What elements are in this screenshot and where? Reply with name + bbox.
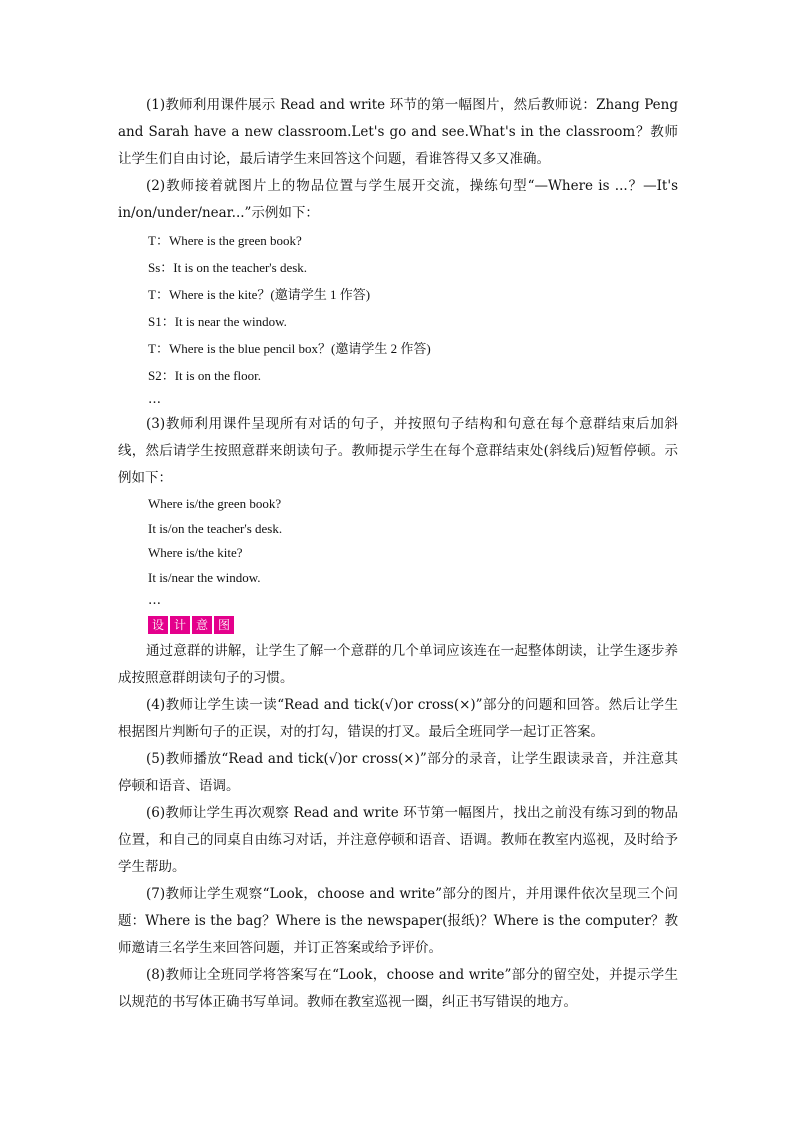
design-intent-text: 通过意群的讲解，让学生了解一个意群的几个单词应该连在一起整体朗读，让学生逐步养成按照意群朗读句子的习惯。: [118, 643, 678, 686]
document-body: [118, 92, 678, 1016]
paragraph-1: (1)教师利用课件展示 Read and write 环节的第一幅图片，然后教师说：Zhang Peng and Sarah have a new classroom.Let's go and see.What's in the classroom？教师让学生们自由讨论，最后请学生来回答这个问题，看谁答得又多又准确。: [118, 97, 678, 167]
badge-char: 意: [192, 616, 212, 634]
paragraph-4: (4)教师让学生读一读“Read and tick(√)or cross(×)”部分的问题和回答。然后让学生根据图片判断句子的正误，对的打勾，错误的打叉。最后全班同学一起订正答案。: [118, 697, 678, 740]
example-line: Where is/the green book?: [148, 496, 282, 511]
badge-char: 图: [214, 616, 234, 634]
dialogue-line: S2：It is on the floor.: [148, 368, 262, 383]
badge-char: 计: [170, 616, 190, 634]
paragraph-8: (8)教师让全班同学将答案写在“Look，choose and write”部分的留空处，并提示学生以规范的书写体正确书写单词。教师在教室巡视一圈，纠正书写错误的地方。: [118, 967, 678, 1010]
dialogue-line: T：Where is the blue pencil box？(邀请学生 2 作答): [148, 341, 431, 356]
paragraph-2: (2)教师接着就图片上的物品位置与学生展开交流，操练句型“—Where is ...？—It's in/on/under/near...”示例如下：: [118, 178, 678, 221]
example-line: It is/near the window.: [148, 569, 261, 585]
example-line: Where is/the kite?: [148, 545, 243, 560]
dialogue-line: T：Where is the kite？(邀请学生 1 作答): [148, 287, 371, 302]
paragraph-5: (5)教师播放“Read and tick(√)or cross(×)”部分的录音，让学生跟读录音，并注意其停顿和语音、语调。: [118, 751, 678, 794]
ellipsis: …: [148, 392, 161, 407]
design-intent-badge: [148, 614, 678, 634]
paragraph-3: (3)教师利用课件呈现所有对话的句子，并按照句子结构和句意在每个意群结束后加斜线，然后请学生按照意群来朗读句子。教师提示学生在每个意群结束处(斜线后)短暂停顿。示例如下：: [118, 416, 678, 486]
dialogue-line: S1：It is near the window.: [148, 314, 287, 329]
example-line: It is/on the teacher's desk.: [148, 520, 283, 536]
paragraph-7: (7)教师让学生观察“Look，choose and write”部分的图片，并用课件依次呈现三个问题：Where is the bag？Where is the newspaper(报纸)？Where is the computer？教师邀请三名学生来回答问题，并订正答案或给予评价。: [118, 886, 678, 956]
dialogue-line: T：Where is the green book?: [148, 233, 302, 248]
ellipsis: …: [148, 593, 161, 608]
paragraph-6: (6)教师让学生再次观察 Read and write 环节第一幅图片，找出之前没有练习到的物品位置，和自己的同桌自由练习对话，并注意停顿和语音、语调。教师在教室内巡视，及时给予学生帮助。: [118, 805, 678, 875]
dialogue-line: Ss：It is on the teacher's desk.: [148, 260, 308, 275]
badge-char: 设: [148, 616, 168, 634]
